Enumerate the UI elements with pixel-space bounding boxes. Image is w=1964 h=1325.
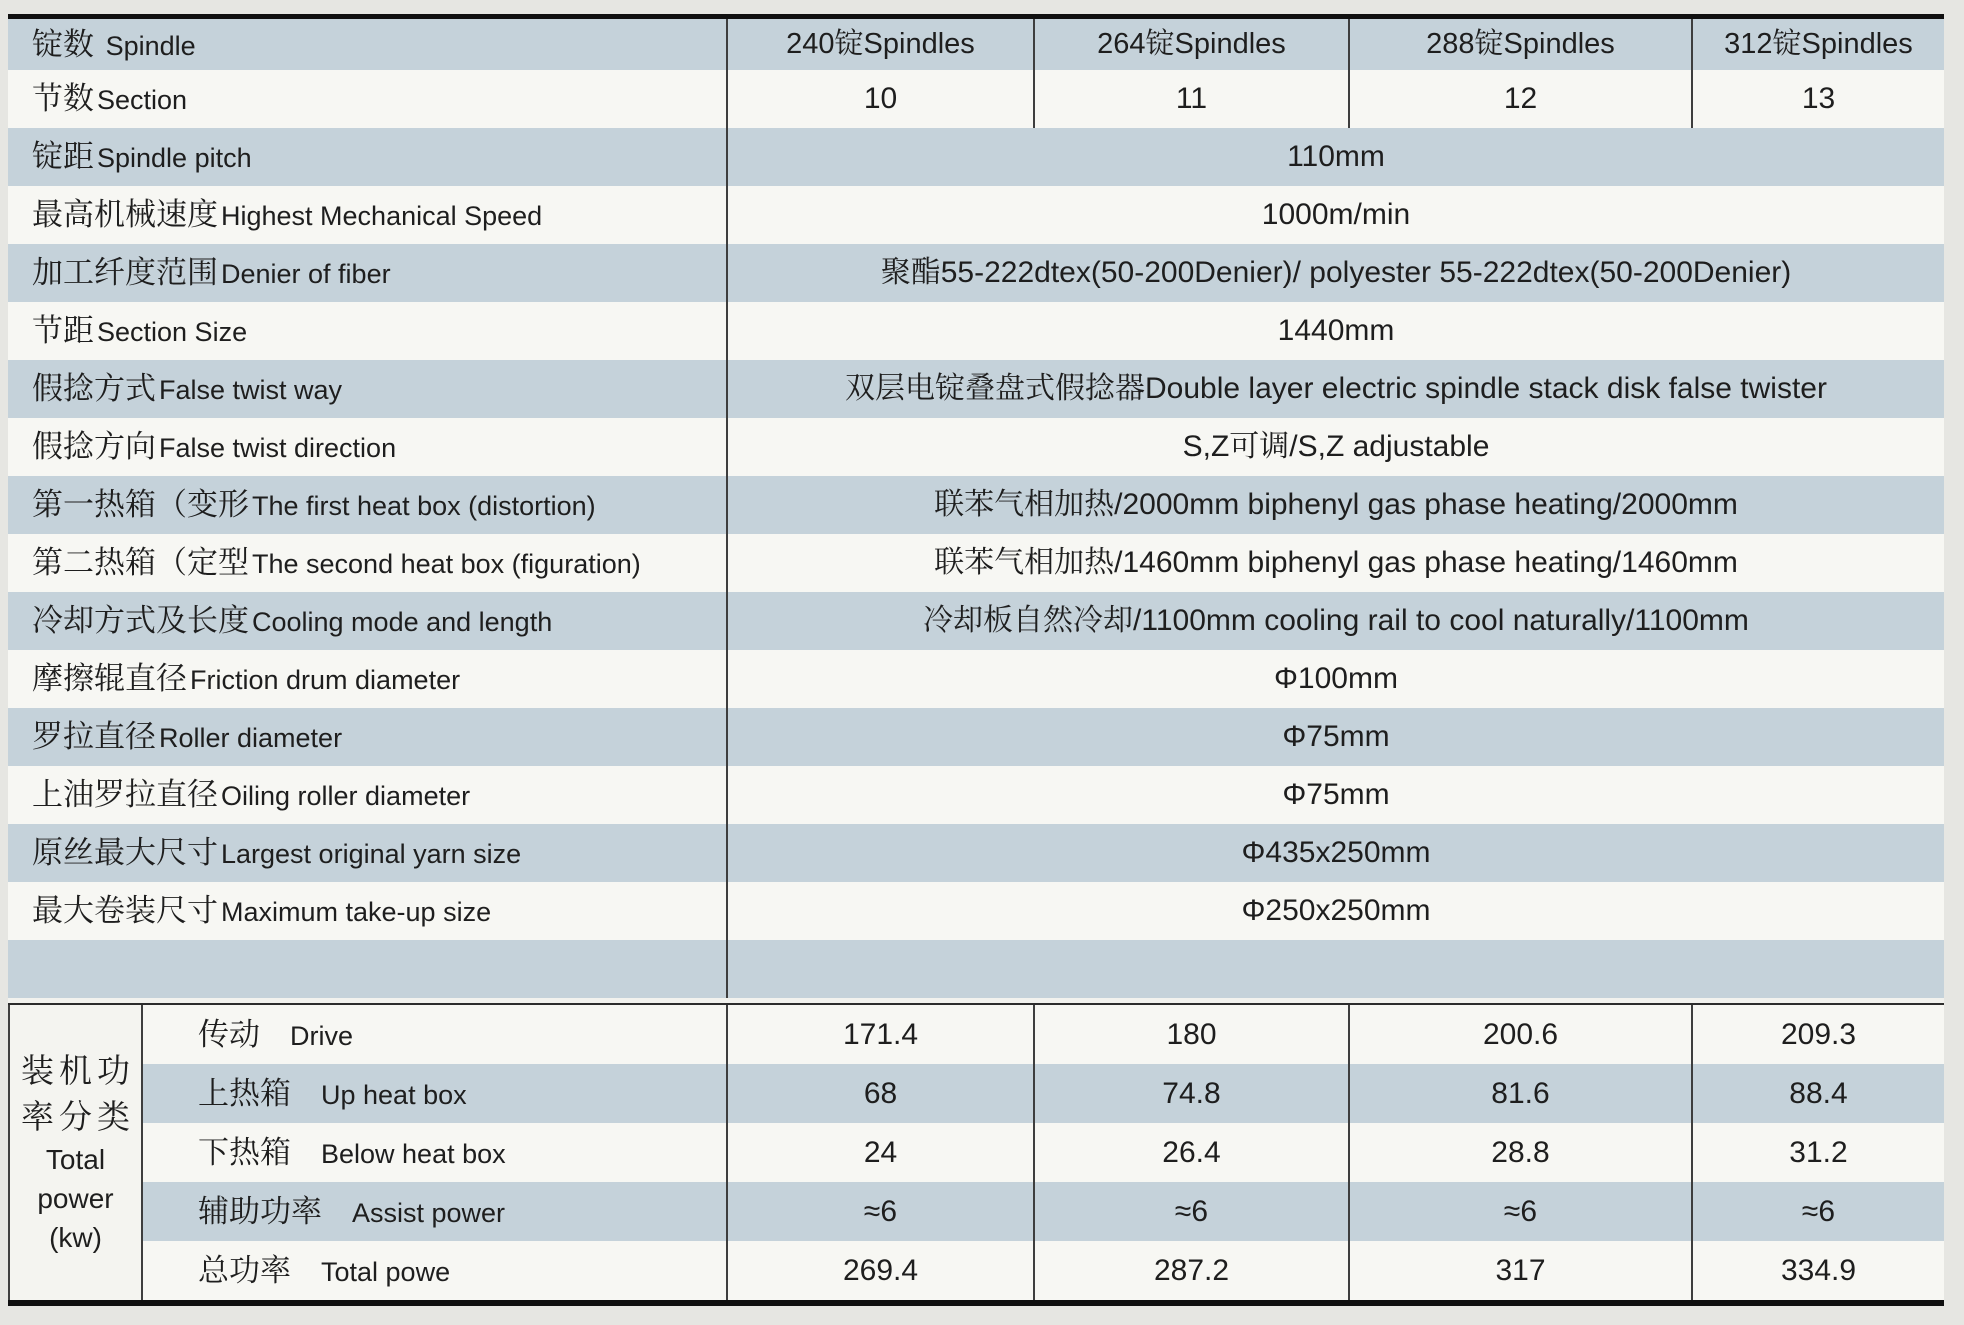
row-label-zh: 节数 <box>32 81 94 116</box>
row-label-en: Spindle <box>105 31 196 61</box>
empty-row <box>8 940 1944 998</box>
row-label-zh: 罗拉直径 <box>32 719 156 754</box>
row-label-en: Highest Mechanical Speed <box>221 201 543 231</box>
row-label-zh: 第二热箱（定型 <box>32 545 249 580</box>
row-label-zh: 上油罗拉直径 <box>32 777 218 812</box>
row-value: 1000m/min <box>1261 198 1411 231</box>
row-label-en: Denier of fiber <box>221 259 391 289</box>
row-label <box>8 186 728 244</box>
row-label-zh: 加工纤度范围 <box>32 255 218 290</box>
row-label-en: Roller diameter <box>159 723 343 753</box>
empty-row-label <box>8 940 728 998</box>
row-label-en: The first heat box (distortion) <box>252 491 596 521</box>
power-value: 31.2 <box>1789 1136 1848 1169</box>
row-label <box>8 418 728 476</box>
section-value: 13 <box>1801 82 1836 115</box>
column-header-312: 312锭Spindles <box>1724 28 1913 60</box>
power-row-label <box>143 1182 728 1241</box>
power-header-en-line: power <box>37 1183 114 1214</box>
row-label-en: Oiling roller diameter <box>221 781 471 811</box>
row-value: S,Z可调/S,Z adjustable <box>1182 430 1490 463</box>
row-label-en: Cooling mode and length <box>252 607 553 637</box>
row-label-section <box>8 70 728 128</box>
row-label <box>8 882 728 940</box>
row-label-en: False twist way <box>159 375 343 405</box>
power-value: 200.6 <box>1350 1005 1693 1064</box>
power-value: 287.2 <box>1035 1241 1350 1300</box>
row-label <box>8 592 728 650</box>
row-label-zh: 原丝最大尺寸 <box>32 835 218 870</box>
row-label-en: The second heat box (figuration) <box>252 549 641 579</box>
power-value: 24 <box>728 1123 1035 1182</box>
section-value: 12 <box>1350 70 1693 128</box>
table-row-mechanical-speed <box>8 186 1944 244</box>
row-label-zh: 假捻方式 <box>32 371 156 406</box>
row-value: 110mm <box>1287 140 1385 173</box>
row-label-zh: 摩擦辊直径 <box>32 661 187 696</box>
row-label <box>8 824 728 882</box>
table-row-roller-diameter <box>8 708 1944 766</box>
row-value: Φ435x250mm <box>1241 836 1431 869</box>
table-row-first-heat-box <box>8 476 1944 534</box>
table-row-second-heat-box <box>8 534 1944 592</box>
row-label <box>8 708 728 766</box>
power-header-zh-line: 装机功 <box>21 1052 135 1089</box>
power-label-zh: 辅助功率 <box>198 1194 322 1229</box>
power-row-label <box>143 1005 728 1064</box>
row-label <box>8 360 728 418</box>
power-row-label <box>143 1064 728 1123</box>
power-row-label <box>143 1241 728 1300</box>
column-header-288: 288锭Spindles <box>1350 19 1693 70</box>
power-value: 171.4 <box>728 1005 1035 1064</box>
row-label-zh: 最大卷装尺寸 <box>32 893 218 928</box>
table-row-section-size <box>8 302 1944 360</box>
power-value: 28.8 <box>1350 1123 1693 1182</box>
row-label-en: False twist direction <box>159 433 397 463</box>
row-value: 聚酯55-222dtex(50-200Denier)/ polyester 55-222dtex(50-200Denier) <box>880 256 1792 289</box>
table-row-cooling-mode <box>8 592 1944 650</box>
row-label-en: Section Size <box>97 317 248 347</box>
table-row-false-twist-way <box>8 360 1944 418</box>
power-value: 317 <box>1350 1241 1693 1300</box>
row-label-zh: 假捻方向 <box>32 429 156 464</box>
row-value: Φ75mm <box>1282 720 1390 753</box>
row-label-zh: 第一热箱（变形 <box>32 487 249 522</box>
row-label-en: Spindle pitch <box>97 143 252 173</box>
power-value: 81.6 <box>1350 1064 1693 1123</box>
row-label-zh: 节距 <box>32 313 94 348</box>
table-row-spindle-pitch <box>8 128 1944 186</box>
power-header-en-line: Total <box>45 1144 106 1175</box>
table-row-spindle-header <box>8 19 1944 70</box>
empty-row-value <box>728 940 1944 998</box>
power-value: 269.4 <box>728 1241 1035 1300</box>
table-row-friction-drum <box>8 650 1944 708</box>
power-label-en: Assist power <box>352 1198 506 1228</box>
table-row-oiling-roller <box>8 766 1944 824</box>
power-value: ≈6 <box>728 1182 1035 1241</box>
power-label-en: Up heat box <box>321 1080 467 1110</box>
spec-table <box>8 14 1944 1306</box>
power-value: ≈6 <box>1035 1182 1350 1241</box>
table-row-largest-yarn-size <box>8 824 1944 882</box>
power-label-zh: 总功率 <box>198 1253 291 1288</box>
row-label-spindle <box>8 19 728 70</box>
section-value: 10 <box>728 70 1035 128</box>
power-value: 209.3 <box>1780 1018 1857 1051</box>
row-label <box>8 128 728 186</box>
row-label-en: Largest original yarn size <box>221 839 522 869</box>
row-label-zh: 锭距 <box>32 139 94 174</box>
power-row-below-heat-box <box>143 1123 1944 1182</box>
power-rows <box>143 1005 1944 1300</box>
power-row-label <box>143 1123 728 1182</box>
power-label-zh: 上热箱 <box>198 1076 291 1111</box>
table-bottom-border <box>8 1300 1944 1306</box>
row-value: 双层电锭叠盘式假捻器Double layer electric spindle stack disk false twister <box>845 372 1827 405</box>
row-value: 联苯气相加热/2000mm biphenyl gas phase heating/2000mm <box>934 488 1738 521</box>
row-label <box>8 302 728 360</box>
row-label-en: Maximum take-up size <box>221 897 492 927</box>
row-label-en: Friction drum diameter <box>190 665 461 695</box>
row-label <box>8 244 728 302</box>
power-row-drive <box>143 1005 1944 1064</box>
column-header-240: 240锭Spindles <box>728 19 1035 70</box>
section-value: 11 <box>1035 70 1350 128</box>
row-value: Φ100mm <box>1274 662 1398 695</box>
power-label-zh: 传动 <box>198 1017 260 1052</box>
power-row-assist-power <box>143 1182 1944 1241</box>
table-row-denier-range <box>8 244 1944 302</box>
power-label-en: Total powe <box>321 1257 451 1287</box>
table-row-false-twist-direction <box>8 418 1944 476</box>
row-label <box>8 534 728 592</box>
table-row-section <box>8 70 1944 128</box>
power-value: ≈6 <box>1350 1182 1693 1241</box>
row-label-zh: 最高机械速度 <box>32 197 218 232</box>
row-label <box>8 476 728 534</box>
column-header-264: 264锭Spindles <box>1035 19 1350 70</box>
power-value: ≈6 <box>1801 1195 1836 1228</box>
power-label-zh: 下热箱 <box>198 1135 291 1170</box>
row-label-zh: 冷却方式及长度 <box>32 603 249 638</box>
power-section-header <box>8 1005 143 1300</box>
power-value: 26.4 <box>1035 1123 1350 1182</box>
row-value: Φ75mm <box>1282 778 1390 811</box>
power-value: 68 <box>728 1064 1035 1123</box>
table-row-max-takeup-size <box>8 882 1944 940</box>
power-section <box>8 1005 1944 1300</box>
power-value: 180 <box>1035 1005 1350 1064</box>
row-label <box>8 766 728 824</box>
row-label-zh: 锭数 <box>32 27 103 62</box>
row-value: 冷却板自然冷却/1100mm cooling rail to cool naturally/1100mm <box>923 604 1749 637</box>
row-value: 1440mm <box>1277 314 1395 347</box>
row-value: Φ250x250mm <box>1241 894 1431 927</box>
power-header-zh-line: 率分类 <box>21 1098 135 1135</box>
power-value: 74.8 <box>1035 1064 1350 1123</box>
row-label <box>8 650 728 708</box>
row-label-en: Section <box>97 85 188 115</box>
power-header-en-line: (kw) <box>49 1222 102 1253</box>
power-label-en: Below heat box <box>321 1139 506 1169</box>
row-value: 联苯气相加热/1460mm biphenyl gas phase heating/1460mm <box>934 546 1738 579</box>
power-value: 88.4 <box>1789 1077 1848 1110</box>
power-row-up-heat-box <box>143 1064 1944 1123</box>
power-label-en: Drive <box>290 1021 354 1051</box>
power-row-total-power <box>143 1241 1944 1300</box>
power-value: 334.9 <box>1780 1254 1857 1287</box>
